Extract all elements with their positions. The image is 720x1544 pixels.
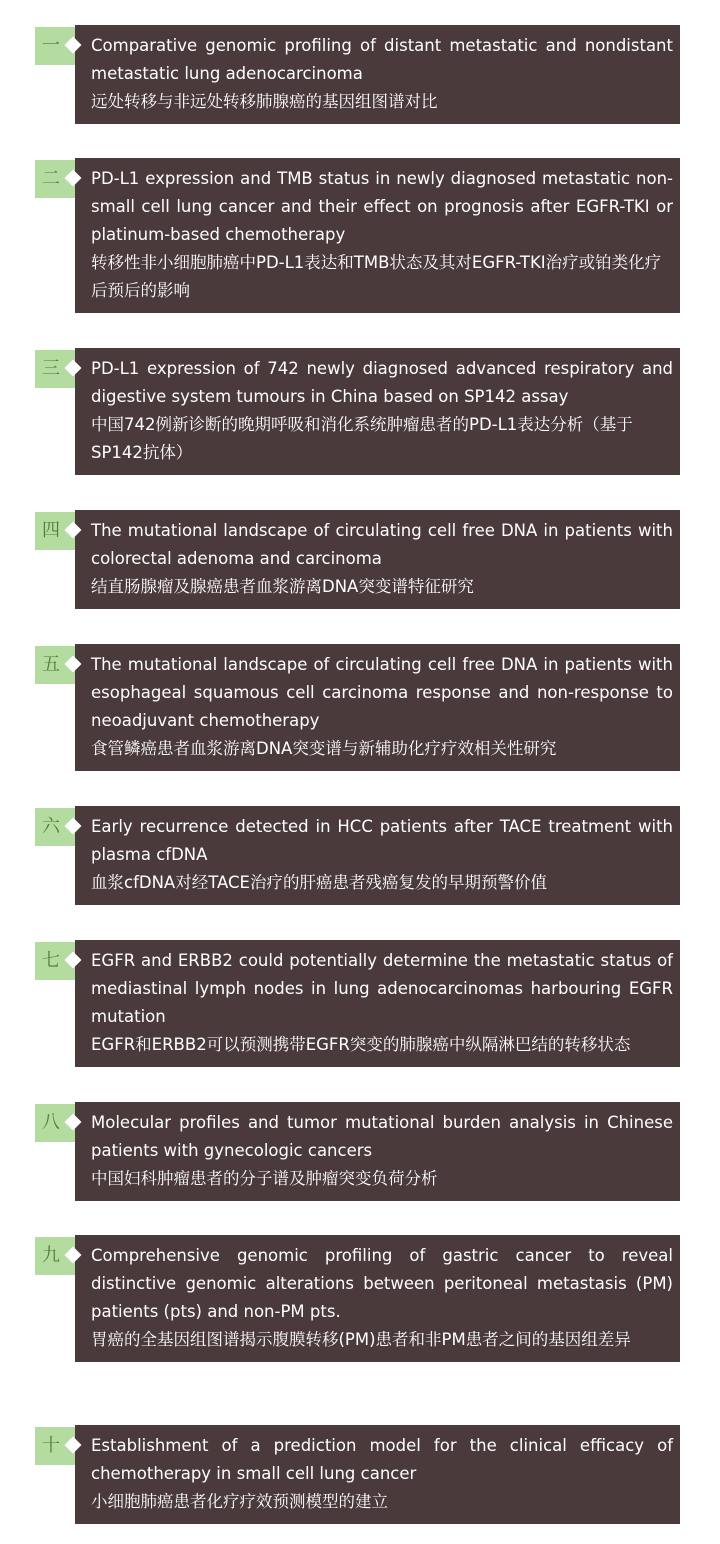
item-title-en: PD-L1 expression of 742 newly diagnosed advanced respiratory and digestive system tumours in China based on SP142 assay xyxy=(91,359,673,406)
item-number: 八 xyxy=(35,1104,75,1142)
item-box xyxy=(75,1235,680,1362)
item-box xyxy=(75,510,680,609)
item-number: 一 xyxy=(35,27,75,65)
item-number: 六 xyxy=(35,808,75,846)
item-title-en: Comparative genomic profiling of distant metastatic and nondistant metastatic lung adenocarcinoma xyxy=(91,36,673,83)
item-number: 十 xyxy=(35,1427,75,1465)
item-box xyxy=(75,158,680,313)
item-number: 四 xyxy=(35,512,75,550)
item-title-en: Establishment of a prediction model for the clinical efficacy of chemotherapy in small cell lung cancer xyxy=(91,1436,673,1483)
item-number: 五 xyxy=(35,646,75,684)
item-title-en: EGFR and ERBB2 could potentially determine the metastatic status of mediastinal lymph nodes in lung adenocarcinomas harbouring EGFR mutation xyxy=(91,951,673,1026)
item-number: 三 xyxy=(35,350,75,388)
item-title-en: PD-L1 expression and TMB status in newly diagnosed metastatic non-small cell lung cancer and their effect on prognosis after EGFR-TKI or platinum-based chemotherapy xyxy=(91,169,673,244)
item-box xyxy=(75,1102,680,1201)
item-box xyxy=(75,940,680,1067)
item-title-en: The mutational landscape of circulating cell free DNA in patients with colorectal adenoma and carcinoma xyxy=(91,521,673,568)
item-number: 九 xyxy=(35,1237,75,1275)
item-title-zh: 血浆cfDNA对经TACE治疗的肝癌患者残癌复发的早期预警价值 xyxy=(91,873,547,892)
item-number: 二 xyxy=(35,160,75,198)
item-title-zh: 转移性非小细胞肺癌中PD-L1表达和TMB状态及其对EGFR-TKI治疗或铂类化疗后预后的影响 xyxy=(91,253,662,300)
item-title-zh: 结直肠腺瘤及腺癌患者血浆游离DNA突变谱特征研究 xyxy=(91,577,474,596)
item-box xyxy=(75,644,680,771)
item-title-zh: 胃癌的全基因组图谱揭示腹膜转移(PM)患者和非PM患者之间的基因组差异 xyxy=(91,1330,631,1349)
item-title-en: The mutational landscape of circulating cell free DNA in patients with esophageal squamous cell carcinoma response and non-response to neoadjuvant chemotherapy xyxy=(91,655,673,730)
item-title-zh: 食管鳞癌患者血浆游离DNA突变谱与新辅助化疗疗效相关性研究 xyxy=(91,739,557,758)
item-title-zh: 中国妇科肿瘤患者的分子谱及肿瘤突变负荷分析 xyxy=(91,1169,438,1188)
item-box xyxy=(75,25,680,124)
item-box xyxy=(75,348,680,475)
item-title-zh: 远处转移与非远处转移肺腺癌的基因组图谱对比 xyxy=(91,92,438,111)
item-title-zh: 小细胞肺癌患者化疗疗效预测模型的建立 xyxy=(91,1492,388,1511)
item-title-zh: EGFR和ERBB2可以预测携带EGFR突变的肺腺癌中纵隔淋巴结的转移状态 xyxy=(91,1035,631,1054)
item-title-en: Comprehensive genomic profiling of gastric cancer to reveal distinctive genomic alterations between peritoneal metastasis (PM) patients (pts) and non-PM pts. xyxy=(91,1246,673,1321)
item-box xyxy=(75,1425,680,1524)
item-number: 七 xyxy=(35,942,75,980)
item-title-en: Early recurrence detected in HCC patients after TACE treatment with plasma cfDNA xyxy=(91,817,673,864)
item-box xyxy=(75,806,680,905)
item-title-en: Molecular profiles and tumor mutational burden analysis in Chinese patients with gynecologic cancers xyxy=(91,1113,673,1160)
item-title-zh: 中国742例新诊断的晚期呼吸和消化系统肿瘤患者的PD-L1表达分析（基于SP142抗体） xyxy=(91,415,633,462)
